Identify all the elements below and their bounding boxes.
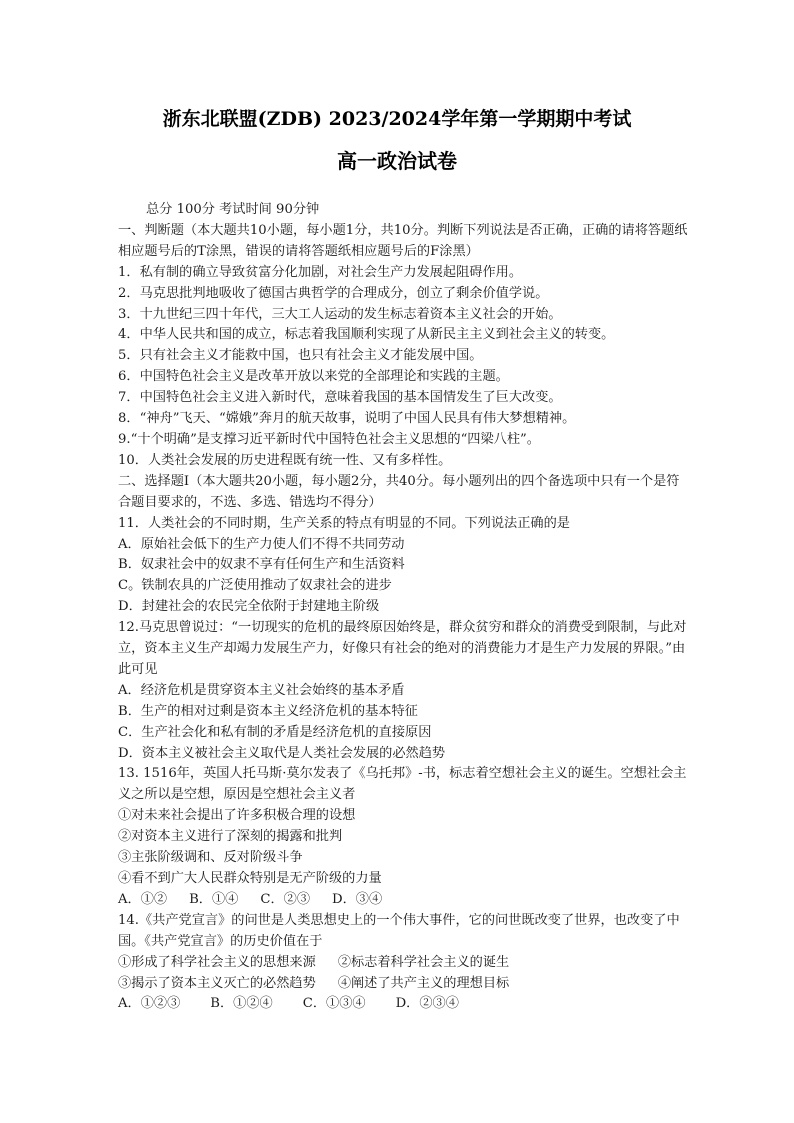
exam-body bbox=[118, 200, 688, 1015]
q12-option-a: A．经济危机是贯穿资本主义社会始终的基本矛盾 bbox=[118, 682, 405, 698]
judgment-item: 9.“十个明确”是支撑习近平新时代中国特色社会主义思想的“四梁八柱”。 bbox=[118, 431, 540, 447]
q12-option-b: B．生产的相对过剩是资本主义经济危机的基本特征 bbox=[118, 703, 418, 719]
q12-option-c: C．生产社会化和私有制的矛盾是经济危机的直接原因 bbox=[118, 724, 432, 740]
judgment-item: 6．中国特色社会主义是改革开放以来党的全部理论和实践的主题。 bbox=[118, 369, 509, 385]
judgment-item: 1．私有制的确立导致贫富分化加剧，对社会生产力发展起阻碍作用。 bbox=[118, 264, 523, 280]
section2-heading: 二、选择题Ⅰ（本大题共20小题，每小题2分，共40分。每小题列出的四个备选项中只有一个是符合题目要求的，不选、多选、错选均不得分） bbox=[118, 473, 680, 510]
q13-stem: 13. 1516年，英国人托马斯·莫尔发表了《乌托邦》-书，标志着空想社会主义的诞生。空想社会主义之所以是空想，原因是空想社会主义者 bbox=[118, 766, 687, 803]
q11-stem: 11．人类社会的不同时期，生产关系的特点有明显的不同。下列说法正确的是 bbox=[118, 515, 570, 531]
exam-info: 总分 100分 考试时间 90分钟 bbox=[146, 202, 320, 217]
q13-answer-d: D．③④ bbox=[332, 891, 383, 907]
q13-answer-c: C．②③ bbox=[260, 891, 311, 907]
judgment-item: 3．十九世纪三四十年代，三大工人运动的发生标志着资本主义社会的开始。 bbox=[118, 306, 562, 322]
judgment-item: 5．只有社会主义才能救中国，也只有社会主义才能发展中国。 bbox=[118, 348, 483, 364]
q12-option-d: D．资本主义被社会主义取代是人类社会发展的必然趋势 bbox=[118, 745, 446, 761]
exam-title: 浙东北联盟(ZDB) 2023/2024学年第一学期期中考试 bbox=[162, 108, 632, 130]
q11-option-c: C。铁制农具的广泛使用推动了奴隶社会的进步 bbox=[118, 578, 392, 594]
q14-statements-row bbox=[118, 953, 688, 974]
judgment-item: 10．人类社会发展的历史进程既有统一性、又有多样性。 bbox=[118, 452, 452, 468]
q14-answer-a: A．①②③ bbox=[118, 996, 181, 1012]
q12-stem: 12.马克思曾说过：“一切现实的危机的最终原因始终是，群众贫穷和群众的消费受到限制，与此对立，资本主义生产却竭力发展生产力，好像只有社会的绝对的消费能力才是生产力发展的界限。”由此可见 bbox=[118, 620, 687, 677]
exam-subtitle: 高一政治试卷 bbox=[337, 149, 457, 173]
q14-stem: 14.《共产党宣言》的问世是人类思想史上的一个伟大事件，它的问世既改变了世界，也改变了中国。《共产党宣言》的历史价值在于 bbox=[118, 912, 680, 949]
q14-statement: ①形成了科学社会主义的思想来源 bbox=[118, 954, 316, 970]
q14-statement: ③揭示了资本主义灭亡的必然趋势 bbox=[118, 975, 316, 991]
q13-statement: ③主张阶级调和、反对阶级斗争 bbox=[118, 850, 303, 866]
q14-answer-d: D．②③④ bbox=[395, 996, 459, 1012]
q13-answers bbox=[118, 890, 688, 911]
q14-answer-c: C．①③④ bbox=[302, 996, 366, 1012]
judgment-item: 8．“神舟”飞天、“嫦娥”奔月的航天故事，说明了中国人民具有伟大梦想精神。 bbox=[118, 411, 576, 427]
q13-statement: ①对未来社会提出了许多积极合理的设想 bbox=[118, 808, 356, 824]
q11-option-a: A．原始社会低下的生产力使人们不得不共同劳动 bbox=[118, 536, 405, 552]
q14-statements-row bbox=[118, 974, 688, 995]
q14-answers bbox=[118, 994, 688, 1015]
q13-statement: ②对资本主义进行了深刻的揭露和批判 bbox=[118, 829, 343, 845]
q14-statement: ②标志着科学社会主义的诞生 bbox=[337, 954, 510, 970]
q11-option-d: D．封建社会的农民完全依附于封建地主阶级 bbox=[118, 599, 380, 615]
q14-statement: ④阐述了共产主义的理想目标 bbox=[337, 975, 510, 991]
q13-statement: ④看不到广大人民群众特别是无产阶级的力量 bbox=[118, 871, 382, 886]
judgment-item: 4．中华人民共和国的成立，标志着我国顺利实现了从新民主主义到社会主义的转变。 bbox=[118, 327, 615, 343]
q11-option-b: B．奴隶社会中的奴隶不享有任何生产和生活资料 bbox=[118, 557, 405, 573]
q13-answer-b: B．①④ bbox=[189, 891, 239, 907]
q14-answer-b: B．①②④ bbox=[210, 996, 273, 1012]
judgment-item: 7．中国特色社会主义进入新时代，意味着我国的基本国情发生了巨大改变。 bbox=[118, 390, 562, 406]
q13-answer-a: A．①② bbox=[118, 891, 168, 907]
section1-heading: 一、判断题（本大题共10小题，每小题1分，共10分。判断下列说法是否正确，正确的请将答题纸相应题号后的T涂黑，错误的请将答题纸相应题号后的F涂黑） bbox=[118, 222, 688, 259]
judgment-item: 2．马克思批判地吸收了德国古典哲学的合理成分，创立了剩余价值学说。 bbox=[118, 285, 549, 301]
